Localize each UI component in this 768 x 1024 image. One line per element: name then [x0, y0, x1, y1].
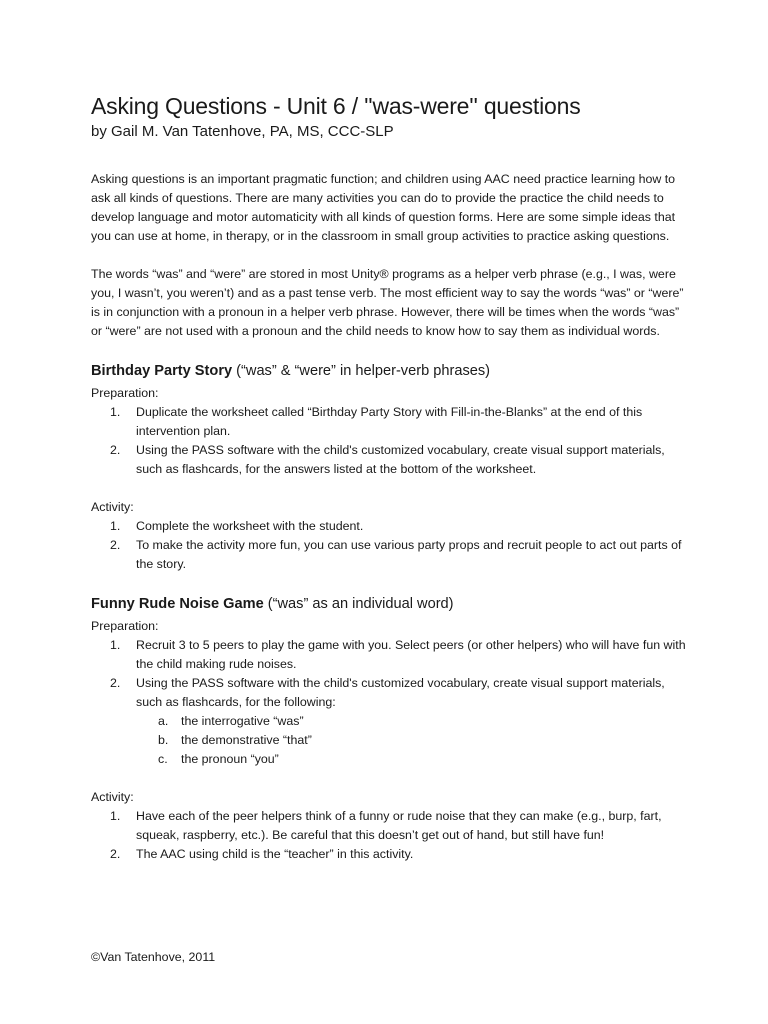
list-text: The AAC using child is the “teacher” in this activity. — [136, 847, 414, 861]
page-title: Asking Questions - Unit 6 / ''was-were'' questions — [91, 93, 581, 119]
preparation-list — [91, 636, 691, 712]
list-text: Complete the worksheet with the student. — [136, 519, 364, 533]
list-letter: b. — [158, 733, 169, 747]
copyright-footer: ©Van Tatenhove, 2011 — [91, 950, 216, 964]
intro-paragraph-1: Asking questions is an important pragmatic function; and children using AAC need practice learning how to ask all kinds of questions. There are many activities you can do to provide the practice the child needs to develop language and motor automaticity with all kinds of question forms. Here are some simple ideas that you can use at home, in therapy, or in the classroom in small group activities to practice asking questions. — [91, 172, 676, 243]
list-number: 1. — [110, 638, 121, 652]
section-heading-strong: Funny Rude Noise Game — [91, 596, 264, 612]
list-number: 2. — [110, 676, 121, 690]
list-item — [91, 674, 691, 712]
preparation-list — [91, 403, 691, 479]
document-page — [91, 91, 691, 864]
section-heading-funny-rude-noise — [91, 594, 691, 614]
sub-list — [91, 712, 691, 769]
list-item — [91, 636, 691, 674]
activity-list — [91, 517, 691, 574]
list-letter: c. — [158, 752, 168, 766]
section-heading-strong: Birthday Party Story — [91, 363, 233, 379]
list-text: the pronoun “you” — [181, 752, 279, 766]
list-item — [91, 845, 691, 864]
list-text: Duplicate the worksheet called “Birthday Party Story with Fill-in-the-Blanks” at the end of this intervention plan. — [136, 405, 643, 438]
list-text: To make the activity more fun, you can use various party props and recruit people to act out parts of the story. — [136, 538, 682, 571]
sub-list-item — [91, 750, 691, 769]
list-text: the demonstrative “that” — [181, 733, 312, 747]
list-number: 2. — [110, 847, 121, 861]
section-heading-note: (“was” & “were” in helper-verb phrases) — [232, 363, 491, 379]
list-item — [91, 536, 691, 574]
list-number: 2. — [110, 538, 121, 552]
author-byline: by Gail M. Van Tatenhove, PA, MS, CCC-SLP — [91, 123, 394, 140]
activity-label: Activity: — [91, 500, 134, 514]
intro-paragraph-2: The words “was” and “were” are stored in most Unity® programs as a helper verb phrase (e.g., I was, were you, I wasn’t, you weren’t) and as a past tense verb. The most efficient way to say the words “was” or “were” is in conjunction with a pronoun in a helper verb phrase. However, there will be times when the words “was” or “were” are not used with a pronoun and the child needs to know how to say them as individual words. — [91, 267, 684, 338]
section-heading-note: (“was” as an individual word) — [263, 596, 454, 612]
preparation-label: Preparation: — [91, 386, 159, 400]
list-letter: a. — [158, 714, 169, 728]
list-item — [91, 441, 691, 479]
sub-list-item — [91, 712, 691, 731]
list-number: 2. — [110, 443, 121, 457]
list-text: Recruit 3 to 5 peers to play the game with you. Select peers (or other helpers) who will have fun with the child making rude noises. — [136, 638, 686, 671]
list-item — [91, 517, 691, 536]
preparation-label: Preparation: — [91, 619, 159, 633]
list-text: Have each of the peer helpers think of a funny or rude noise that they can make (e.g., burp, fart, squeak, raspberry, etc.). Be careful that this doesn’t get out of hand, but still have fun! — [136, 809, 662, 842]
list-number: 1. — [110, 809, 121, 823]
sub-list-item — [91, 731, 691, 750]
list-item — [91, 807, 691, 845]
list-item — [91, 403, 691, 441]
list-number: 1. — [110, 405, 121, 419]
list-text: Using the PASS software with the child's customized vocabulary, create visual support materials, such as flashcards, for the answers listed at the bottom of the worksheet. — [136, 443, 665, 476]
list-number: 1. — [110, 519, 121, 533]
activity-label: Activity: — [91, 790, 134, 804]
list-text: Using the PASS software with the child's customized vocabulary, create visual support materials, such as flashcards, for the following: — [136, 676, 665, 709]
section-heading-birthday-party — [91, 361, 691, 381]
list-text: the interrogative “was” — [181, 714, 304, 728]
activity-list — [91, 807, 691, 864]
